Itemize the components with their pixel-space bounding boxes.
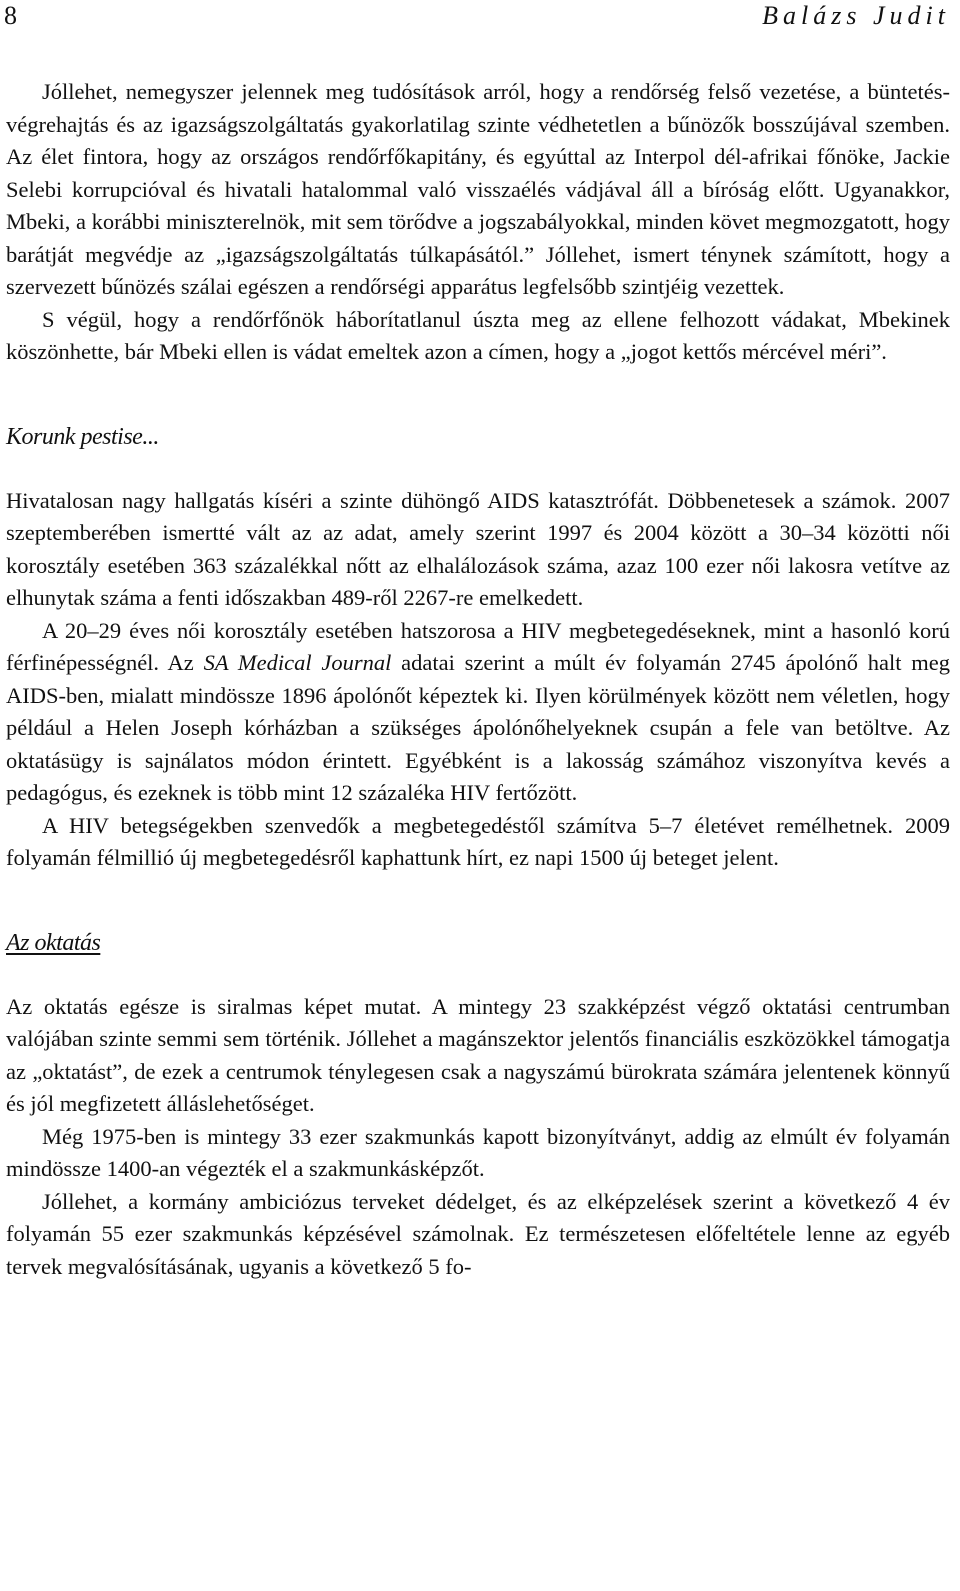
running-head-author: Balázs Judit — [762, 1, 950, 30]
paragraph-text: A 20–29 éves női korosztály esetében hatszorosa a HIV megbetegedéseknek, mint a hasonló korú férfinépességnél. Az — [6, 617, 950, 675]
paragraph: Még 1975-ben is mintegy 33 ezer szakmunkás kapott bizonyítványt, addig az elmúlt év folyamán mindössze 1400-an végezték el a szakmunkásképzőt. — [6, 1123, 950, 1181]
paragraph: Jóllehet, nemegyszer jelennek meg tudósítások arról, hogy a rendőrség felső vezetése, a büntetés-végrehajtás és az igazságszolgáltatás gyakorlatilag szinte védhetetlen a bűnözők bosszújával szemben. Az élet fintora, hogy az országos rendőrfőkapitány, és egyúttal az Interpol dél-afrikai főnöke, Jackie Selebi korrupcióval és hivatali hatalommal való visszaélés vádjával áll a bíróság előtt. Ugyanakkor, Mbeki, a korábbi miniszterelnök, mit sem törődve a jogszabályokkal, minden követ megmozgatott, hogy barátját megvédje az „igazságszolgáltatás túlkapásától.” Jóllehet, ismert ténynek számított, hogy a szervezett bűnözés szálai egészen a rendőrségi apparátus legfelsőbb szintjéig vezettek. — [6, 79, 950, 299]
paragraph-text: adatai szerint a múlt év folyamán 2745 ápolónő halt meg AIDS-ben, mialatt mindössze 1896 ápolónőt képeztek ki. Ilyen körülmények között nem véletlen, hogy például a Helen Joseph kórházban a szükséges ápolónőhelyeknek csupán a fele van betöltve. Az oktatásügy is sajnálatos módon érintett. Egyébként is a lakosság számához viszonyítva kevés a pedagógus, és ezeknek is több mint 12 százaléka HIV fertőzött. — [6, 650, 950, 805]
section-heading-korunk-pestise: Korunk pestise... — [6, 423, 159, 450]
paragraph: Jóllehet, a kormány ambiciózus terveket dédelget, és az elképzelések szerint a következő 4 év folyamán 55 ezer szakmunkás képzésével számolnak. Ez természetesen előfeltétele lenne az egyéb tervek megvalósításának, ugyanis a következő 5 fo- — [6, 1188, 950, 1279]
paragraph: A HIV betegségekben szenvedők a megbetegedéstől számítva 5–7 életévet remélhetnek. 2009 folyamán félmillió új megbetegedésről kaphattunk hírt, ez napi 1500 új beteget jelent. — [6, 812, 950, 870]
paragraph — [6, 615, 950, 810]
page-number: 8 — [4, 1, 17, 30]
paragraph: S végül, hogy a rendőrfőnök háborítatlanul úszta meg az ellene felhozott vádakat, Mbekinek köszönhette, bár Mbeki ellen is vádat emeltek azon a címen, hogy a „jogot kettős mércével méri”. — [6, 306, 950, 364]
body-text — [6, 76, 950, 1283]
paragraph: Az oktatás egésze is siralmas képet mutat. A mintegy 23 szakképzést végző oktatási centrumban valójában szinte semmi sem történik. Jóllehet a magánszektor jelentős financiális eszközökkel támogatja az „oktatást”, de ezek a centrumok ténylegesen csak a nagyszámú bürokrata számára jelentenek könnyű és jól megfizetett álláslehetőséget. — [6, 993, 950, 1116]
section-heading-az-oktatas: Az oktatás — [6, 929, 101, 956]
paragraph: Hivatalosan nagy hallgatás kíséri a szinte dühöngő AIDS katasztrófát. Döbbenetesek a számok. 2007 szeptemberében ismertté vált az az adat, amely szerint 1997 és 2004 között a 30–34 közötti női korosztály esetében 363 százalékkal nőtt az elhalálozások száma, azaz 100 ezer női lakosra vetítve az elhunytak száma a fenti időszakban 489-ről 2267-re emelkedett. — [6, 487, 950, 610]
journal-title: SA Medical Journal — [203, 650, 392, 675]
